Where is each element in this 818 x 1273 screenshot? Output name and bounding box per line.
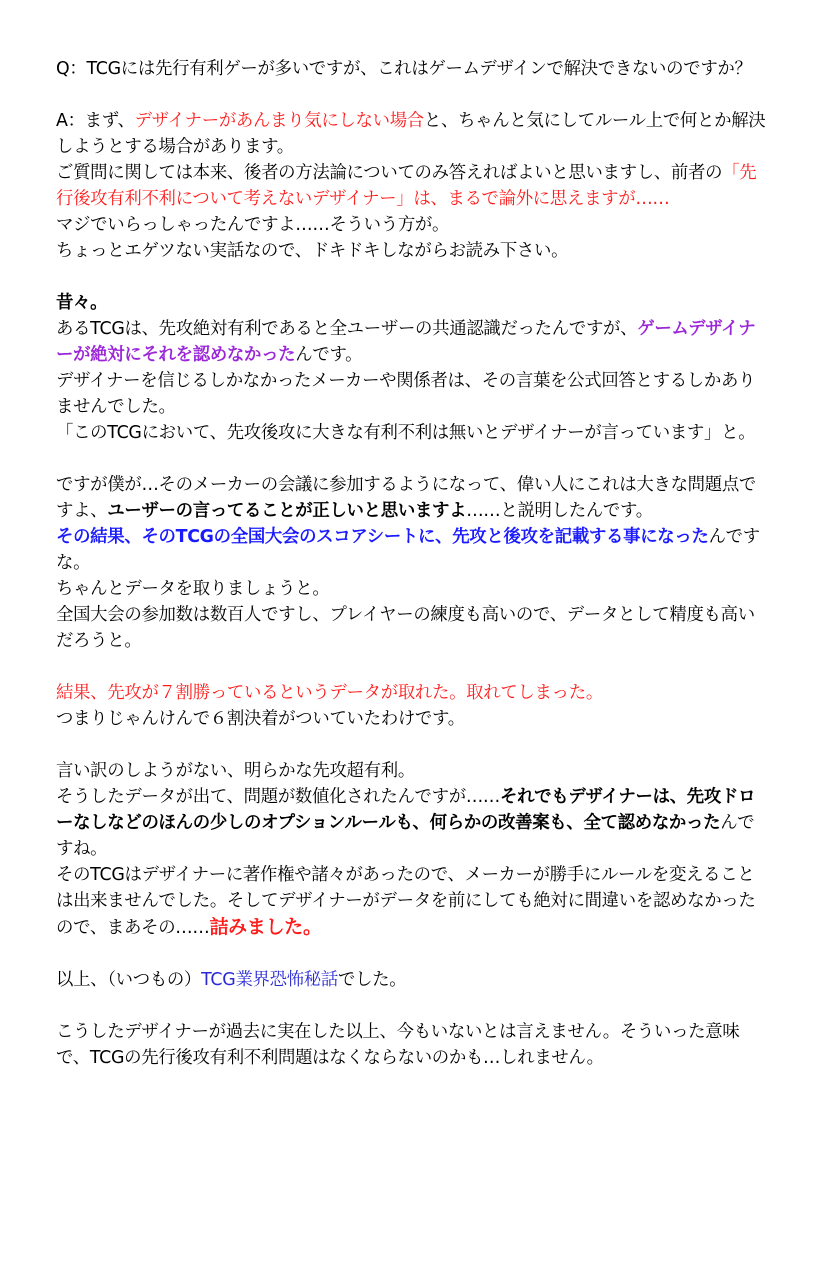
answer-p2-highlight-red: 「先行後攻有利不利について考えないデザイナー」は、まるで論外に思えますが……: [56, 163, 757, 209]
story-s11-bold: それでもデザイナーは、先攻ドローなしなどのほんの少しのオプションルールも、何らかの改善案も、全て認めなかった: [56, 787, 756, 833]
story-s5-suffix: んですな。: [56, 527, 760, 573]
paragraph-spacer: [56, 941, 768, 967]
story-s8-red: 結果、先攻が７割勝っているというデータが取れた。取れてしまった。: [56, 683, 603, 703]
answer-p2-prefix: ご質問に関しては本来、後者の方法論についてのみ答えればよいと思いますし、前者の: [56, 163, 723, 183]
story-s11-suffix: んですね。: [56, 813, 755, 859]
closing-paragraph-1: [56, 967, 768, 993]
paragraph-spacer: [56, 993, 768, 1019]
story-s4-bold: ユーザーの言ってることが正しいと思いますよ: [107, 501, 467, 521]
story-s1-prefix: あるTCGは、先攻絶対有利であると全ユーザーの共通認識だったんですが、: [56, 319, 638, 339]
answer-p4-text: ちょっとエゲツない実話なので、ドキドキしながらお読み下さい。: [56, 241, 569, 261]
answer-paragraph-3: [56, 212, 768, 238]
story-paragraph-7: [56, 602, 768, 654]
answer-paragraph-4: [56, 238, 768, 264]
answer-p3-text: マジでいらっしゃったんですよ……そういう方が。: [56, 215, 450, 235]
story-paragraph-9: [56, 706, 768, 732]
story-paragraph-4: [56, 472, 768, 524]
story-s12-prefix: そのTCGはデザイナーに著作権や諸々があったので、メーカーが勝手にルールを変えることは出来ませんでした。そしてデザイナーがデータを前にしても絶対に間違いを認めなかったので、まあその……: [56, 865, 756, 938]
story-paragraph-1: [56, 316, 768, 368]
paragraph-spacer: [56, 82, 768, 108]
story-paragraph-2: [56, 368, 768, 420]
story-s5-highlight-blue: その結果、そのTCGの全国大会のスコアシートに、先攻と後攻を記載する事になった: [56, 527, 709, 547]
closing-c2-text: こうしたデザイナーが過去に実在した以上、今もいないとは言えません。そういった意味で、TCGの先行後攻有利不利問題はなくならないのかも…しれません。: [56, 1022, 740, 1068]
story-paragraph-6: [56, 576, 768, 602]
question-paragraph: [56, 56, 768, 82]
story-s1-highlight-purple: ゲームデザイナーが絶対にそれを認めなかった: [56, 319, 756, 365]
paragraph-spacer: [56, 446, 768, 472]
story-heading-text: 昔々。: [56, 293, 108, 313]
paragraph-spacer: [56, 654, 768, 680]
story-s9-text: つまりじゃんけんで６割決着がついていたわけです。: [56, 709, 465, 729]
closing-c1-blue-text: TCG業界恐怖秘話: [201, 970, 338, 990]
story-paragraph-10: [56, 758, 768, 784]
story-paragraph-12: [56, 862, 768, 941]
story-s12-highlight-red: 詰みました。: [209, 916, 322, 938]
story-paragraph-11: [56, 784, 768, 862]
story-s1-suffix: んです。: [295, 345, 363, 365]
story-s6-text: ちゃんとデータを取りましょうと。: [56, 579, 330, 599]
story-s4-prefix: ですが僕が…そのメーカーの会議に参加するようになって、偉い人にこれは大きな問題点ですよ、: [56, 475, 757, 521]
story-s3-text: 「このTCGにおいて、先攻後攻に大きな有利不利は無いとデザイナーが言っています」と。: [56, 423, 756, 443]
story-s4-suffix: ……と説明したんです。: [466, 501, 653, 521]
story-paragraph-8: [56, 680, 768, 706]
story-s11-prefix: そうしたデータが出て、問題が数値化されたんですが……: [56, 787, 501, 807]
closing-c1-prefix: 以上、（いつもの）: [56, 970, 202, 990]
story-s2-text: デザイナーを信じるしかなかったメーカーや関係者は、その言葉を公式回答とするしかありませんでした。: [56, 371, 756, 417]
answer-highlight-red: デザイナーがあんまり気にしない場合: [134, 111, 424, 131]
question-text: Q：TCGには先行有利ゲーが多いですが、これはゲームデザインで解決できないのですか？: [56, 59, 752, 79]
story-s7-text: 全国大会の参加数は数百人ですし、プレイヤーの練度も高いので、データとして精度も高いだろうと。: [56, 605, 755, 651]
story-heading: [56, 290, 768, 316]
answer-paragraph-2: [56, 160, 768, 212]
story-paragraph-3: [56, 420, 768, 446]
answer-prefix: A：まず、: [56, 111, 135, 131]
answer-rest: と、ちゃんと気にしてルール上で何とか解決しようとする場合があります。: [56, 111, 766, 157]
story-paragraph-5: [56, 524, 768, 576]
story-s10-text: 言い訳のしようがない、明らかな先攻超有利。: [56, 761, 415, 781]
closing-paragraph-2: [56, 1019, 768, 1071]
answer-paragraph-1: [56, 108, 768, 160]
paragraph-spacer: [56, 264, 768, 290]
closing-c1-suffix: でした。: [338, 970, 407, 990]
paragraph-spacer: [56, 732, 768, 758]
